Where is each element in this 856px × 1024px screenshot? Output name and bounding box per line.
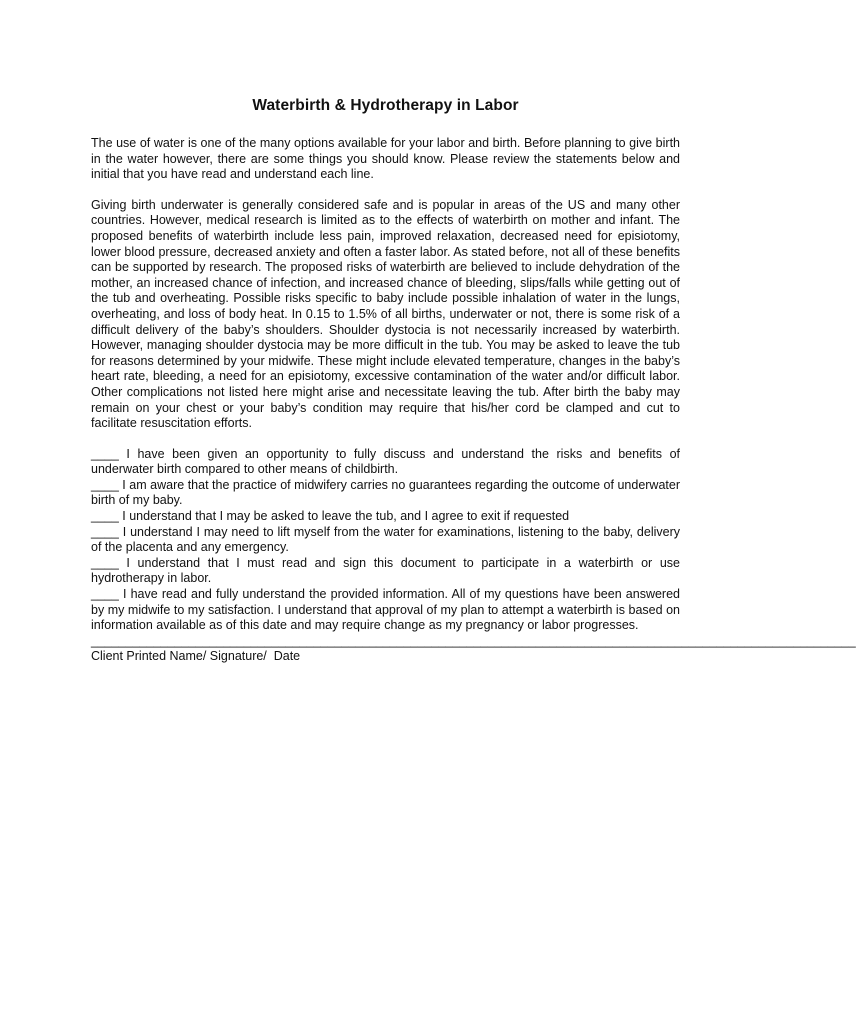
signature-label: Client Printed Name/ Signature/ Date bbox=[91, 649, 301, 664]
acknowledgement-item: ____ I have been given an opportunity to fully discuss and understand the risks and benefits of underwater birth compared to other means of childbirth. bbox=[91, 446, 680, 477]
acknowledgement-list bbox=[91, 447, 680, 634]
signature-line: ______________________________________________________________________________________________________________ bbox=[91, 633, 856, 648]
document-content bbox=[91, 97, 856, 665]
intro-paragraph: The use of water is one of the many options available for your labor and birth. Before planning to give birth in the water however, there are some things you should know. Please review the statements below and initial that you have read and understand each line. bbox=[91, 136, 680, 182]
risks-benefits-paragraph: Giving birth underwater is generally considered safe and is popular in areas of the US and many other countries. However, medical research is limited as to the effects of waterbirth on mother and infant. The proposed benefits of waterbirth include less pain, improved relaxation, decreased need for episiotomy, lower blood pressure, decreased anxiety and often a faster labor. As stated before, not all of these benefits can be supported by research. The proposed risks of waterbirth are believed to include dehydration of the mother, an increased chance of infection, and increased chance of bleeding, slips/falls while getting out of the tub and overheating. Possible risks specific to baby include possible inhalation of water in the lungs, overheating, and loss of body heat. In 0.15 to 1.5% of all births, underwater or not, there is some risk of a difficult delivery of the baby’s shoulders. Shoulder dystocia is not necessarily increased by waterbirth. However, managing shoulder dystocia may be more difficult in the tub. You may be asked to leave the tub for reasons determined by your midwife. These might include elevated temperature, changes in the baby’s heart rate, bleeding, a need for an episiotomy, excessive contamination of the water and/or difficult labor. Other complications not listed here might arise and necessitate leaving the tub. After birth the baby may remain on your chest or your baby’s condition may require that his/her cord be clamped and cut to facilitate resuscitation efforts. bbox=[91, 197, 680, 431]
acknowledgement-item: ____ I have read and fully understand the provided information. All of my questions have been answered by my midwife to my satisfaction. I understand that approval of my plan to attempt a waterbirth is based on information available as of this date and may require change as my pregnancy or labor progresses. bbox=[91, 587, 680, 633]
acknowledgement-item: ____ I am aware that the practice of midwifery carries no guarantees regarding the outcome of underwater birth of my baby. bbox=[91, 477, 680, 508]
document-title: Waterbirth & Hydrotherapy in Labor bbox=[252, 97, 519, 114]
acknowledgement-item: ____ I understand I may need to lift myself from the water for examinations, listening to the baby, delivery of the placenta and any emergency. bbox=[91, 524, 680, 555]
acknowledgement-item: ____ I understand that I must read and sign this document to participate in a waterbirth or use hydrotherapy in labor. bbox=[91, 555, 680, 586]
acknowledgement-item: ____ I understand that I may be asked to leave the tub, and I agree to exit if requested bbox=[91, 509, 570, 524]
